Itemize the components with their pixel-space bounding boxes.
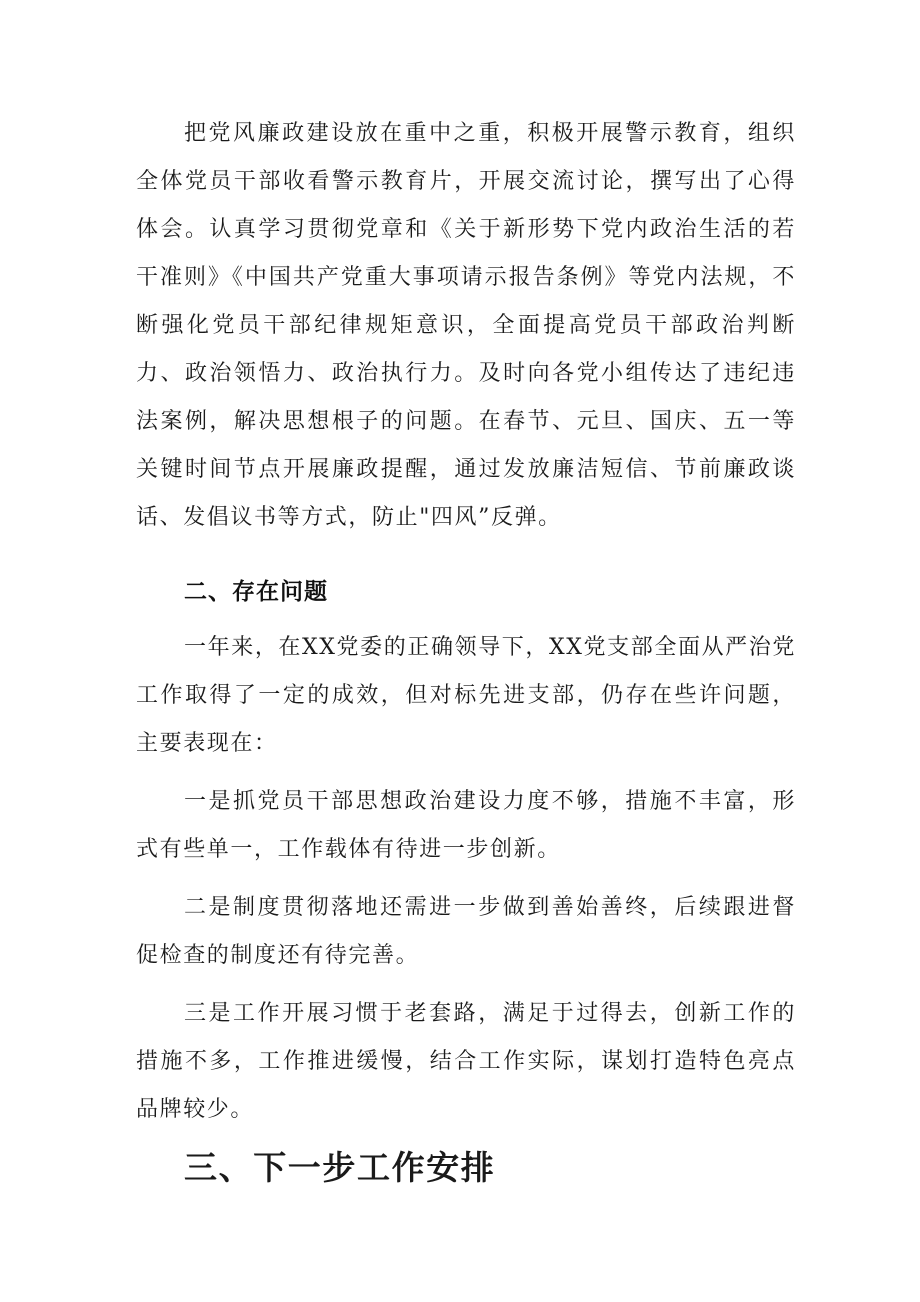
- document-body: [136, 110, 796, 1192]
- paragraph-problem-two: 二是制度贯彻落地还需进一步做到善始善终，后续跟进督促检查的制度还有待完善。: [136, 895, 796, 968]
- section-heading-existing-problems: 二、存在问题: [184, 579, 328, 605]
- paragraph-problems-intro: 一年来，在XX党委的正确领导下，XX党支部全面从严治党工作取得了一定的成效，但对标先进支部，仍存在些许问题，主要表现在：: [136, 635, 796, 756]
- paragraph-integrity-education: 把党风廉政建设放在重中之重，积极开展警示教育，组织全体党员干部收看警示教育片，开展交流讨论，撰写出了心得体会。认真学习贯彻党章和《关于新形势下党内政治生活的若干准则》《中国共产党重大事项请示报告条例》等党内法规，不断强化党员干部纪律规矩意识，全面提高党员干部政治判断力、政治领悟力、政治执行力。及时向各党小组传达了违纪违法案例，解决思想根子的问题。在春节、元旦、国庆、五一等关键时间节点开展廉政提醒，通过发放廉洁短信、节前廉政谈话、发倡议书等方式，防止"四风”反弹。: [136, 121, 796, 530]
- paragraph-problem-one: 一是抓党员干部思想政治建设力度不够，措施不丰富，形式有些单一，工作载体有待进一步创新。: [136, 789, 796, 862]
- paragraph-problem-three: 三是工作开展习惯于老套路，满足于过得去，创新工作的措施不多，工作推进缓慢，结合工作实际，谋划打造特色亮点品牌较少。: [136, 1001, 796, 1122]
- section-heading-next-steps: 三、下一步工作安排: [184, 1148, 496, 1187]
